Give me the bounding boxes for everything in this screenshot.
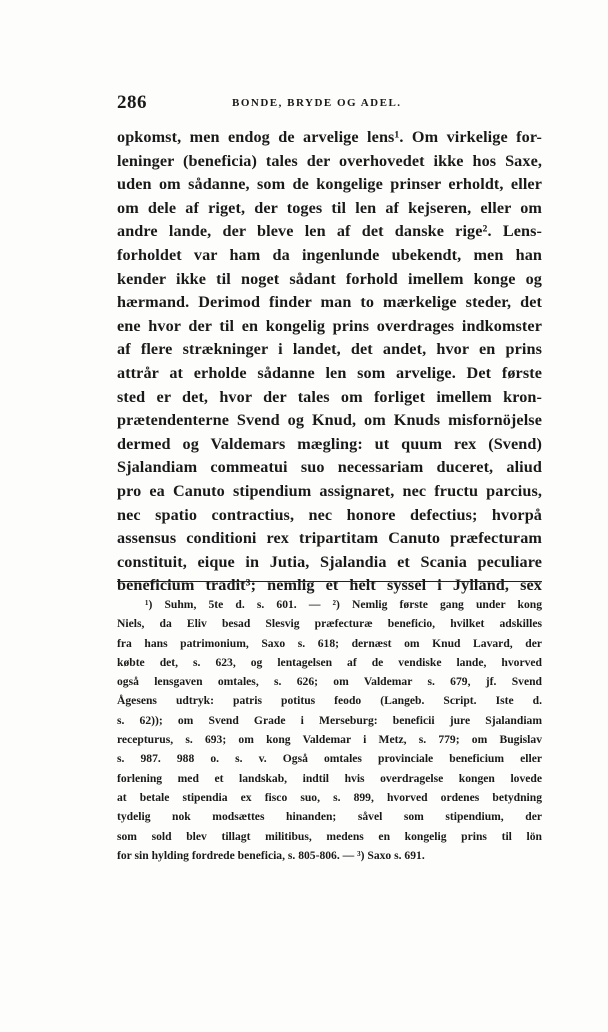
body-line: attrår at erholde sådanne len som arvelige. Det første bbox=[117, 363, 542, 382]
body-text bbox=[117, 126, 542, 598]
footnote-line: som sold blev tillagt militibus, medens en kongelig prins til lön bbox=[117, 829, 542, 843]
page-header bbox=[117, 92, 542, 114]
body-line: prætendenterne Svend og Knud, om Knuds misfornöjelse bbox=[117, 411, 542, 430]
body-line: af flere strækninger i landet, det andet, hvor en prins bbox=[117, 340, 542, 359]
footnote-line: for sin hylding fordrede beneficia, s. 805-806. — ³) Saxo s. 691. bbox=[117, 848, 425, 862]
body-line: pro ea Canuto stipendium assignaret, nec fructu parcius, bbox=[117, 481, 542, 500]
body-line: beneficium tradit³; nemlig et helt syssel i Jylland, sex bbox=[117, 576, 542, 595]
body-line: om dele af riget, der toges til len af kejseren, eller om bbox=[117, 198, 542, 217]
body-line: andre lande, der bleve len af det danske rige². Lens- bbox=[117, 222, 542, 241]
body-line: uden om sådanne, som de kongelige prinser erholdt, eller bbox=[117, 175, 542, 194]
body-line: leninger (beneficia) tales der overhovedet ikke hos Saxe, bbox=[117, 151, 542, 170]
body-line: Sjalandiam commeatui suo necessariam duceret, aliud bbox=[117, 458, 542, 477]
footnote-line: Ågesens udtryk: patris potitus feodo (Langeb. Script. Iste d. bbox=[117, 694, 542, 708]
footnote-line: recepturus, s. 693; om kong Valdemar i Metz, s. 779; om Bugislav bbox=[117, 733, 542, 747]
body-line: kender ikke til noget sådant forhold imellem konge og bbox=[117, 269, 542, 288]
body-line: forholdet var ham da ingenlunde ubekendt, men han bbox=[117, 245, 542, 264]
page-number: 286 bbox=[117, 92, 147, 113]
footnote-divider bbox=[117, 581, 542, 582]
body-line: constituit, eique in Jutia, Sjalandia et Scania peculiare bbox=[117, 552, 542, 571]
footnote-line: forlening med et landskab, indtil hvis overdragelse kongen lovede bbox=[117, 771, 542, 785]
footnote-line: fra hans patrimonium, Saxo s. 618; dernæst om Knud Lavard, der bbox=[117, 636, 542, 650]
footnote-line: s. 987. 988 o. s. v. Også omtales provinciale beneficium eller bbox=[117, 752, 542, 766]
body-line: hærmand. Derimod finder man to mærkelige steder, det bbox=[117, 293, 542, 312]
footnote-line: Niels, da Eliv besad Slesvig præfecturæ beneficio, hvilket adskilles bbox=[117, 617, 542, 631]
footnote-line: købte det, s. 623, og lentagelsen af de vendiske lande, hvorved bbox=[117, 655, 542, 669]
running-head: BONDE, BRYDE OG ADEL. bbox=[232, 97, 402, 109]
footnote-line: s. 62)); om Svend Grade i Merseburg: beneficii jure Sjalandiam bbox=[117, 713, 542, 727]
footnote-line: ¹) Suhm, 5te d. s. 601. — ²) Nemlig første gang under kong bbox=[145, 598, 542, 611]
footnote-line: tydelig nok modsættes hinanden; såvel som stipendium, der bbox=[117, 810, 542, 824]
body-line: assensus conditioni rex tripartitam Canuto præfecturam bbox=[117, 529, 542, 548]
body-line: sted er det, hvor der tales om forliget imellem kron- bbox=[117, 387, 542, 406]
body-line: opkomst, men endog de arvelige lens¹. Om virkelige for- bbox=[117, 128, 542, 146]
body-line: ene hvor der til en kongelig prins overdrages indkomster bbox=[117, 316, 542, 335]
body-line: dermed og Valdemars mægling: ut quum rex (Svend) bbox=[117, 434, 542, 453]
body-line: nec spatio contractius, nec honore defectius; hvorpå bbox=[117, 505, 542, 524]
footnote-line: at betale stipendia ex fisco suo, s. 899, hvorved ordenes betydning bbox=[117, 790, 542, 804]
footnotes bbox=[117, 595, 542, 865]
footnote-line: også lensgaven omtales, s. 626; om Valdemar s. 679, jf. Svend bbox=[117, 675, 542, 689]
